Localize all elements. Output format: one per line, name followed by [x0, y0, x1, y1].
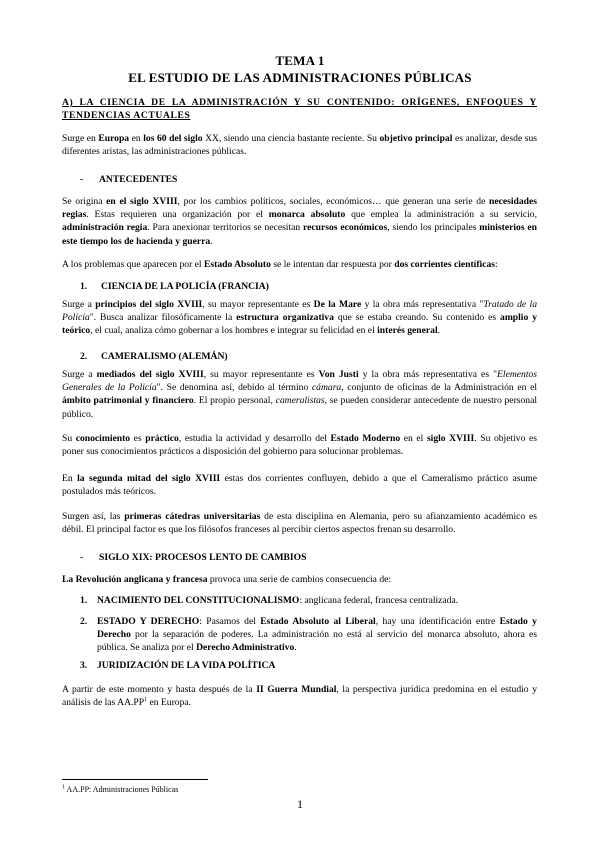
list-item-number: 3.: [80, 660, 88, 671]
list-item: JURIDIZACIÓN DE LA VIDA POLÍTICA: [97, 660, 276, 671]
list-item: NACIMIENTO DEL CONSTITUCIONALISMO: anglicana federal, francesa centralizada.: [97, 595, 459, 606]
list-item-number: 2.: [80, 616, 88, 627]
section-a-heading: A) LA CIENCIA DE LA ADMINISTRACIÓN Y SU CONTENIDO: ORÍGENES, ENFOQUES Y TENDENCIAS ACTUALES: [62, 97, 537, 121]
footnote: $^1$ AA.PP: Administraciones Públicas: [62, 784, 179, 794]
revolucion-paragraph: La Revolución anglicana y francesa provoca una serie de cambios consecuencia de:: [62, 574, 392, 585]
intro-paragraph: Surge en Europa en los 60 del siglo XX, siendo una ciencia bastante reciente. Su objetivo principal es analizar, desde sus diferentes aristas, las administraciones públicas.: [62, 133, 538, 158]
cameralismo-paragraph-3: En la segunda mitad del siglo XVIII estas dos corrientes confluyen, debido a que el Cameralismo práctico asume postulados más teóricos.: [62, 473, 537, 498]
policia-number: 1.: [80, 281, 88, 292]
siglo19-bullet: -: [80, 552, 84, 563]
page-number: 1: [297, 797, 303, 811]
policia-heading: CIENCIA DE LA POLICÍA (FRANCIA): [101, 281, 269, 292]
cameralismo-heading: CAMERALISMO (ALEMÁN): [101, 351, 228, 362]
corrientes-paragraph: A los problemas que aparecen por el Estado Absoluto se le intentan dar respuesta por dos corrientes científicas:: [62, 259, 498, 270]
list-item: ESTADO Y DERECHO: Pasamos del Estado Absoluto al Liberal, hay una identificación entre Estado y Derecho por la separación de poderes. La administración no está al servicio del monarca absoluto, ahora es pública. Se analiza por el Derecho Administrativo.: [97, 616, 537, 654]
siglo19-heading: SIGLO XIX: PROCESOS LENTO DE CAMBIOS: [99, 552, 307, 563]
cameralismo-number: 2.: [80, 351, 88, 362]
document-title: TEMA 1 EL ESTUDIO DE LAS ADMINISTRACIONES PÚBLICAS: [128, 53, 472, 85]
antecedentes-paragraph: Se origina en el siglo XVIII, por los cambios políticos, sociales, económicos… que generan una serie de necesidades regias. Estas requieren una organización por el monarca absoluto que emplea la administración a su servicio, administración regia. Para anexionar territorios se necesitan recursos económicos, siendo los principales ministerios en este tiempo los de hacienda y guerra.: [62, 196, 537, 247]
antecedentes-bullet: -: [80, 174, 84, 185]
antecedentes-heading: ANTECEDENTES: [99, 174, 178, 185]
cameralismo-paragraph-2: Su conocimiento es práctico, estudia la actividad y desarrollo del Estado Moderno en el siglo XVIII. Su objetivo es poner sus conocimientos prácticos a disposición del gobierno para solucionar problemas.: [62, 433, 537, 458]
cameralismo-paragraph-1: Surge a mediados del siglo XVIII, su mayor representante es Von Justi y la obra más representativa es "Elementos Generales de la Policía". Se denomina así, debido al término cámara, conjunto de oficinas de la Administración en el ámbito patrimonial y financiero. El propio personal, cameralistas, se pueden considerar antecedente de nuestro personal público.: [62, 369, 538, 420]
policia-paragraph: Surge a principios del siglo XVIII, su mayor representante es De la Mare y la obra más representativa "Tratado de la Policía". Busca analizar filosóficamente la estructura organizativa que se estaba creando. Su contenido es amplio y teórico, el cual, analiza cómo gobernar a los hombres e integrar su felicidad en el interés general.: [62, 299, 538, 337]
cameralismo-paragraph-4: Surgen así, las primeras cátedras universitarias de esta disciplina en Alemania, pero su afianzamiento académico es débil. El principal factor es que los filósofos franceses al percibir ciertos aspectos frenan su desarrollo.: [62, 511, 538, 536]
footnote-separator: [62, 779, 208, 780]
list-item-number: 1.: [80, 595, 88, 606]
guerra-paragraph: A partir de este momento y hasta después de la II Guerra Mundial, la perspectiva jurídica predomina en el estudio y análisis de las $AA.PP^1$ en Europa.: [62, 684, 537, 709]
